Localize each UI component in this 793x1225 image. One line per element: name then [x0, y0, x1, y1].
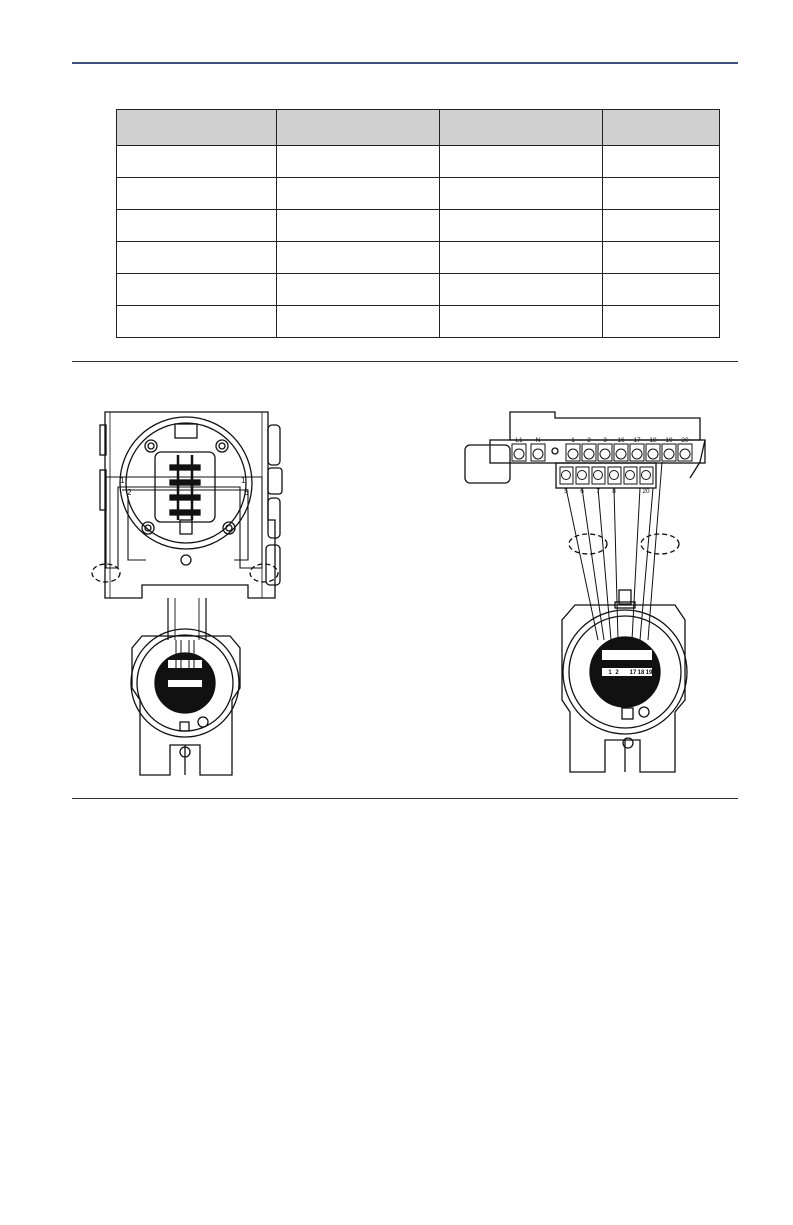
transmitter-terminal-label: 19	[645, 670, 653, 676]
terminal-label: N	[535, 437, 541, 444]
terminal-label: 5	[564, 488, 568, 495]
terminal-label: 6	[580, 488, 584, 495]
transmitter-terminal-label: 18	[637, 670, 645, 676]
terminal-label: 20	[642, 488, 650, 495]
terminal-label: 2	[587, 437, 591, 444]
terminal-label: 3	[603, 437, 607, 444]
terminal-label: 20	[681, 437, 689, 444]
transmitter-terminal-label: 2	[615, 670, 619, 676]
terminal-label: 18	[649, 437, 657, 444]
terminal-label: 7	[596, 488, 600, 495]
terminal-label: 19	[665, 437, 673, 444]
left-wiring-diagram	[92, 412, 282, 775]
left-side-label: 6	[244, 488, 249, 497]
right-wiring-diagram	[465, 412, 705, 772]
terminal-label: L1	[515, 437, 523, 444]
terminal-label: 8	[612, 488, 616, 495]
terminal-label: 17	[633, 437, 641, 444]
terminal-label: 1	[571, 437, 575, 444]
transmitter-terminal-label: 1	[608, 670, 612, 676]
section-rule-bottom	[72, 798, 738, 799]
transmitter-terminal-label: 17	[629, 670, 637, 676]
left-module-label: 1	[120, 476, 125, 485]
left-module-label: 2	[127, 488, 132, 497]
left-side-label: 1	[241, 476, 246, 485]
terminal-label: 16	[617, 437, 625, 444]
